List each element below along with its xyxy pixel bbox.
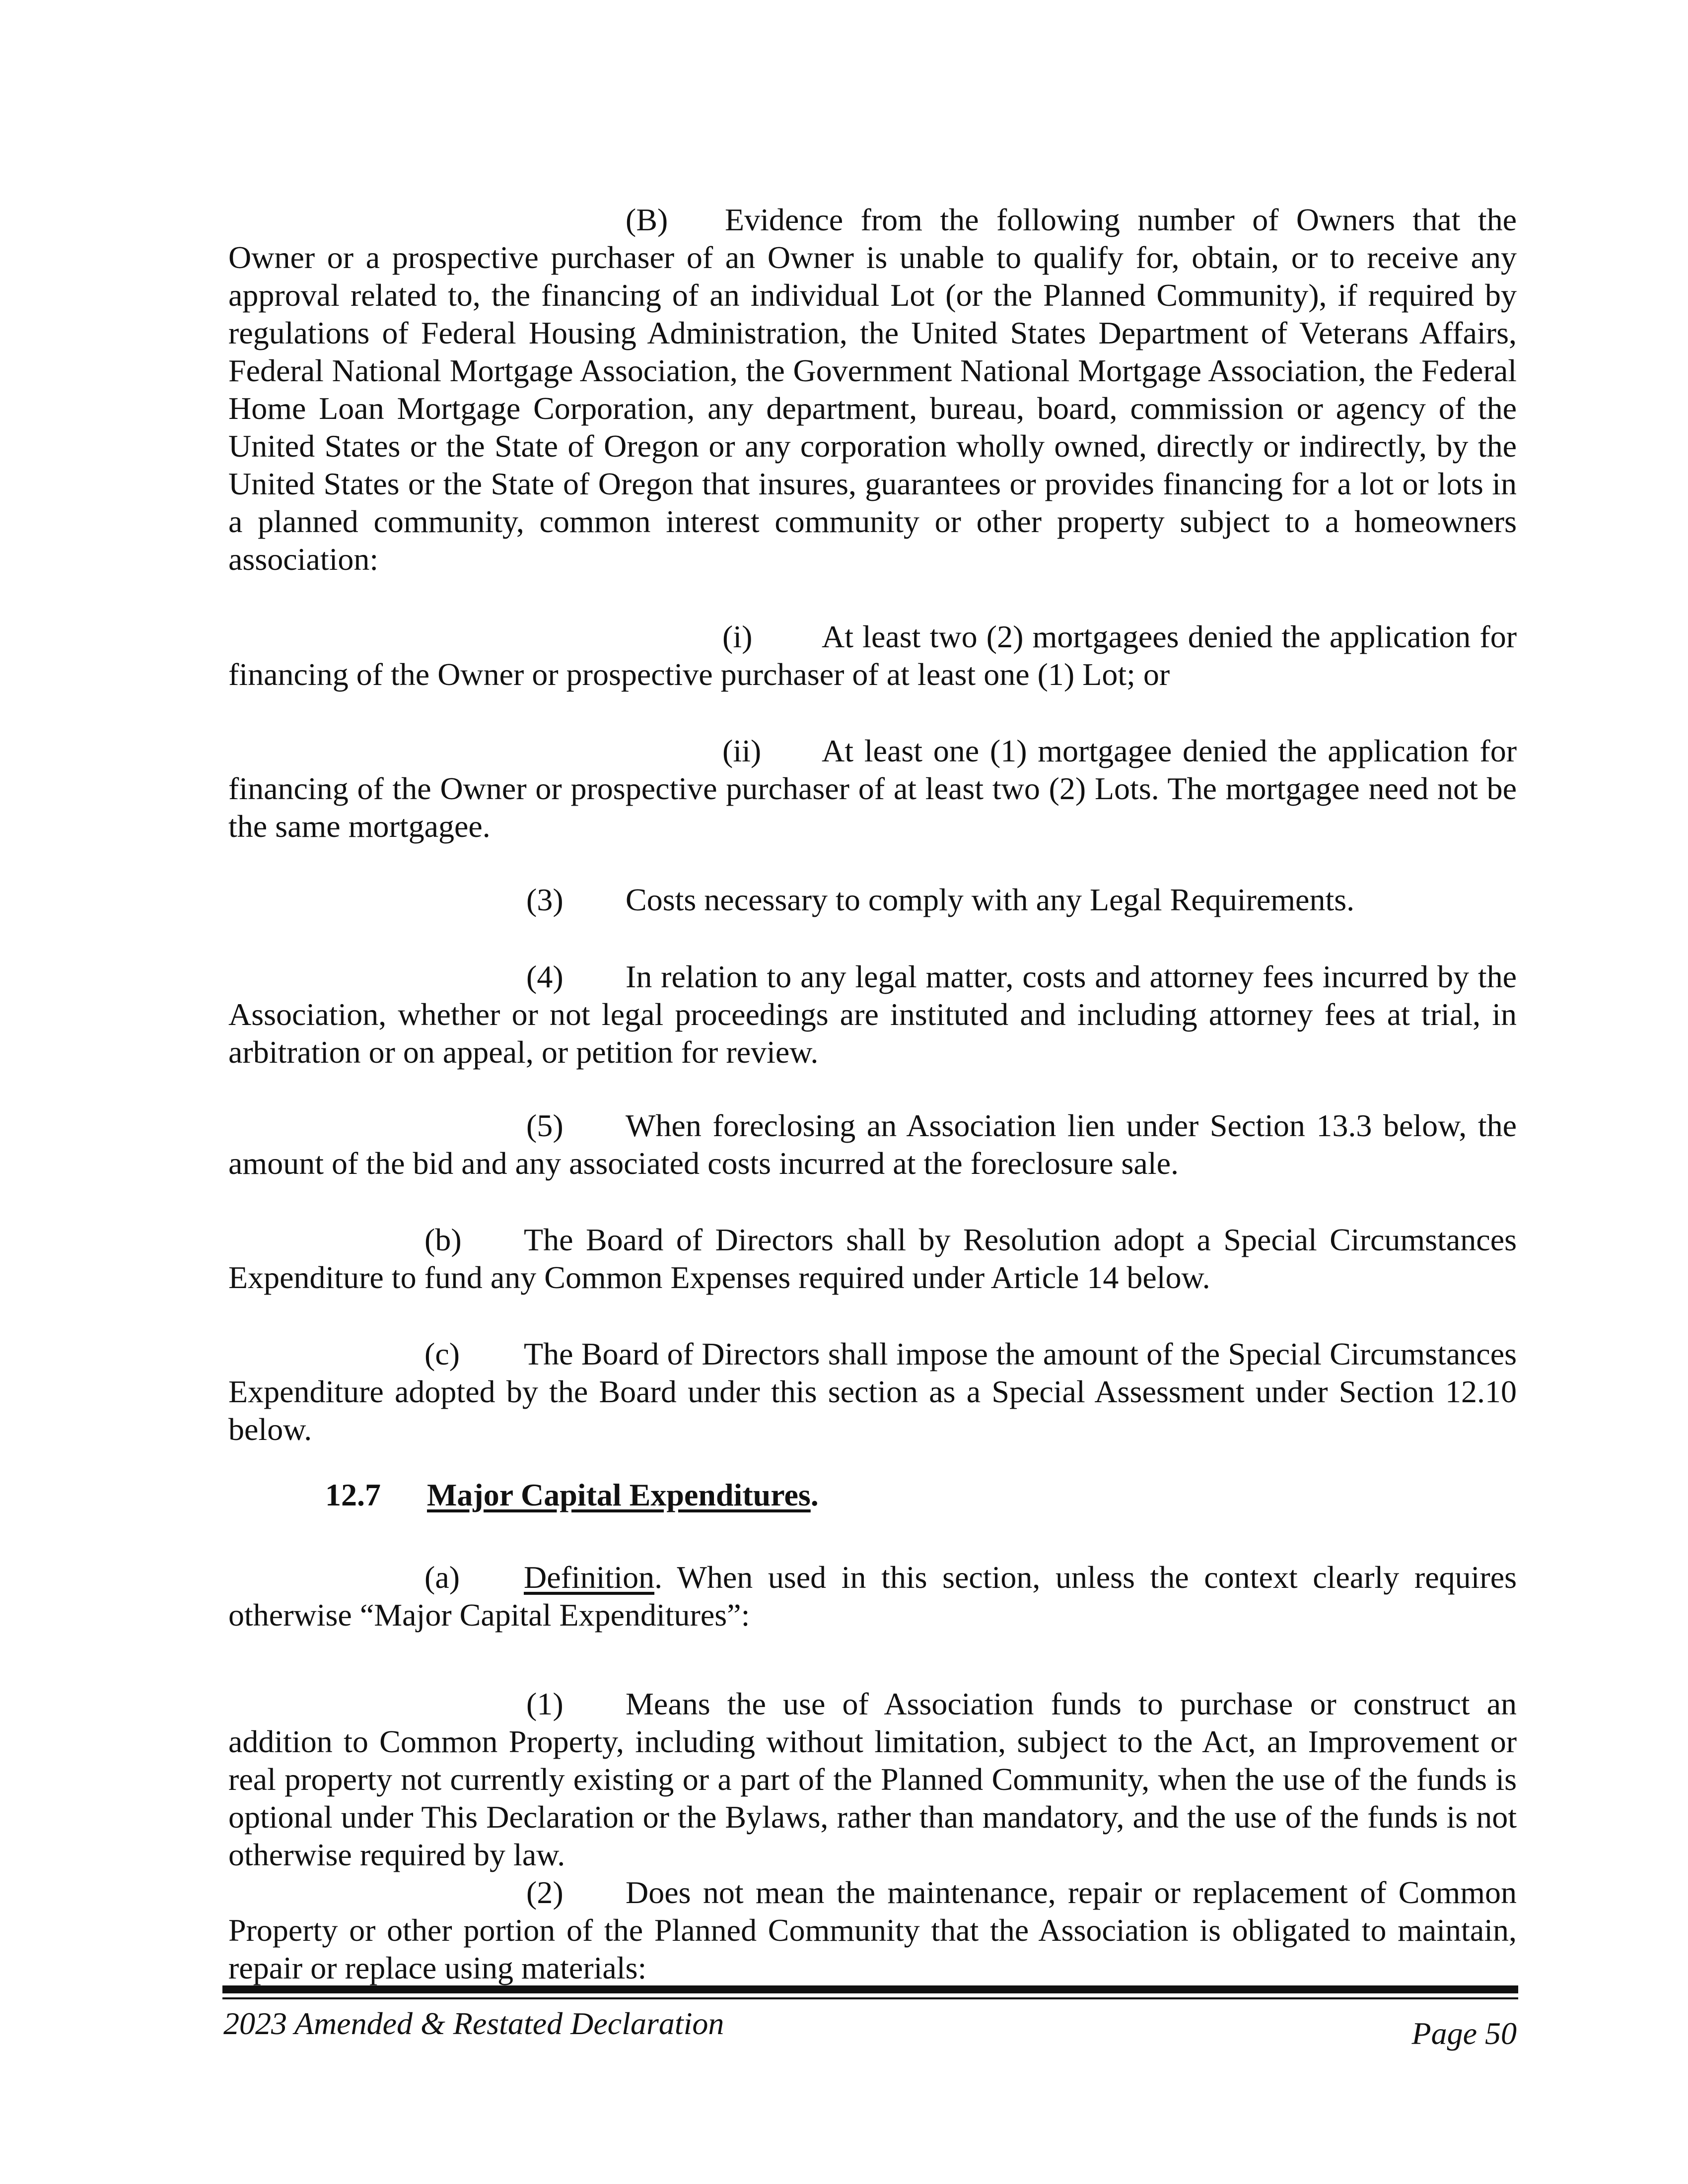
paragraph-label: (5) — [526, 1108, 563, 1143]
paragraph-a-definition — [228, 1559, 1517, 1634]
paragraph-3 — [228, 881, 1517, 919]
paragraph-label: (4) — [526, 959, 563, 994]
paragraph-text: At least two (2) mortgagees denied the application for financing of the Owner or prospective purchaser of at least one (1) Lot; or — [228, 619, 1517, 692]
footer-page-number: Page 50 — [1411, 2016, 1517, 2051]
paragraph-text: Evidence from the following number of Owners that the Owner or a prospective purchaser of an Owner is unable to qualify for, obtain, or to receive any approval related to, the financing of an individual Lot (or the Planned Community), if required by regulations of Federal Housing Administration, the United States Department of Veterans Affairs, Federal National Mortgage Association, the Government National Mortgage Association, the Federal Home Loan Mortgage Corporation, any department, bureau, board, commission or agency of the United States or the State of Oregon or any corporation wholly owned, directly or indirectly, by the United States or the State of Oregon that insures, guarantees or provides financing for a lot or lots in a planned community, common interest community or other property subject to a homeowners association: — [228, 202, 1517, 577]
section-number: 12.7 — [325, 1477, 381, 1512]
paragraph-text: Means the use of Association funds to purchase or construct an addition to Common Property, including without limitation, subject to the Act, an Improvement or real property not currently existing or a part of the Planned Community, when the use of the funds is optional under This Declaration or the Bylaws, rather than mandatory, and the use of the funds is not otherwise required by law. — [228, 1686, 1517, 1872]
paragraph-text: Costs necessary to comply with any Legal Requirements. — [626, 882, 1355, 917]
paragraph-text: Does not mean the maintenance, repair or replacement of Common Property or other portion of the Planned Community that the Association is obligated to maintain, repair or replace using materials: — [228, 1875, 1517, 1985]
paragraph-label: (B) — [626, 202, 668, 237]
section-heading — [325, 1477, 819, 1513]
paragraph-label: (1) — [526, 1686, 563, 1721]
paragraph-label: (i) — [722, 619, 753, 654]
paragraph-label: (a) — [424, 1560, 460, 1595]
section-title-end: . — [810, 1477, 819, 1512]
section-title: Major Capital Expenditures — [427, 1477, 811, 1512]
paragraph-text: The Board of Directors shall impose the amount of the Special Circumstances Expenditure adopted by the Board under this section as a Special Assessment under Section 12.10 below. — [228, 1336, 1517, 1447]
paragraph-4 — [228, 958, 1517, 1071]
paragraph-ii — [228, 732, 1517, 845]
subitem-1 — [228, 1685, 1517, 1874]
footer-rule-thin — [222, 1997, 1518, 1999]
footer-document-title: 2023 Amended & Restated Declaration — [223, 2006, 724, 2041]
paragraph-label: (b) — [424, 1222, 462, 1257]
paragraph-text: . When used in this section, unless the context clearly requires otherwise “Major Capital Expenditures”: — [228, 1560, 1517, 1633]
paragraph-label: (ii) — [722, 733, 762, 768]
paragraph-label: (c) — [424, 1336, 460, 1371]
paragraph-text: At least one (1) mortgagee denied the application for financing of the Owner or prospective purchaser of at least two (2) Lots. The mortgagee need not be the same mortgagee. — [228, 733, 1517, 844]
paragraph-B — [228, 201, 1517, 578]
footer-rule-thick — [222, 1985, 1518, 1993]
paragraph-c — [228, 1335, 1517, 1448]
paragraph-text: When foreclosing an Association lien under Section 13.3 below, the amount of the bid and any associated costs incurred at the foreclosure sale. — [228, 1108, 1517, 1181]
paragraph-text: The Board of Directors shall by Resolution adopt a Special Circumstances Expenditure to fund any Common Expenses required under Article 14 below. — [228, 1222, 1517, 1295]
subitem-2 — [228, 1874, 1517, 1987]
paragraph-b — [228, 1221, 1517, 1297]
paragraph-label: (2) — [526, 1875, 563, 1910]
paragraph-text: In relation to any legal matter, costs and attorney fees incurred by the Association, whether or not legal proceedings are instituted and including attorney fees at trial, in arbitration or on appeal, or petition for review. — [228, 959, 1517, 1070]
paragraph-label: (3) — [526, 882, 563, 917]
definition-term: Definition — [524, 1560, 655, 1595]
paragraph-5 — [228, 1107, 1517, 1182]
paragraph-i — [228, 618, 1517, 693]
